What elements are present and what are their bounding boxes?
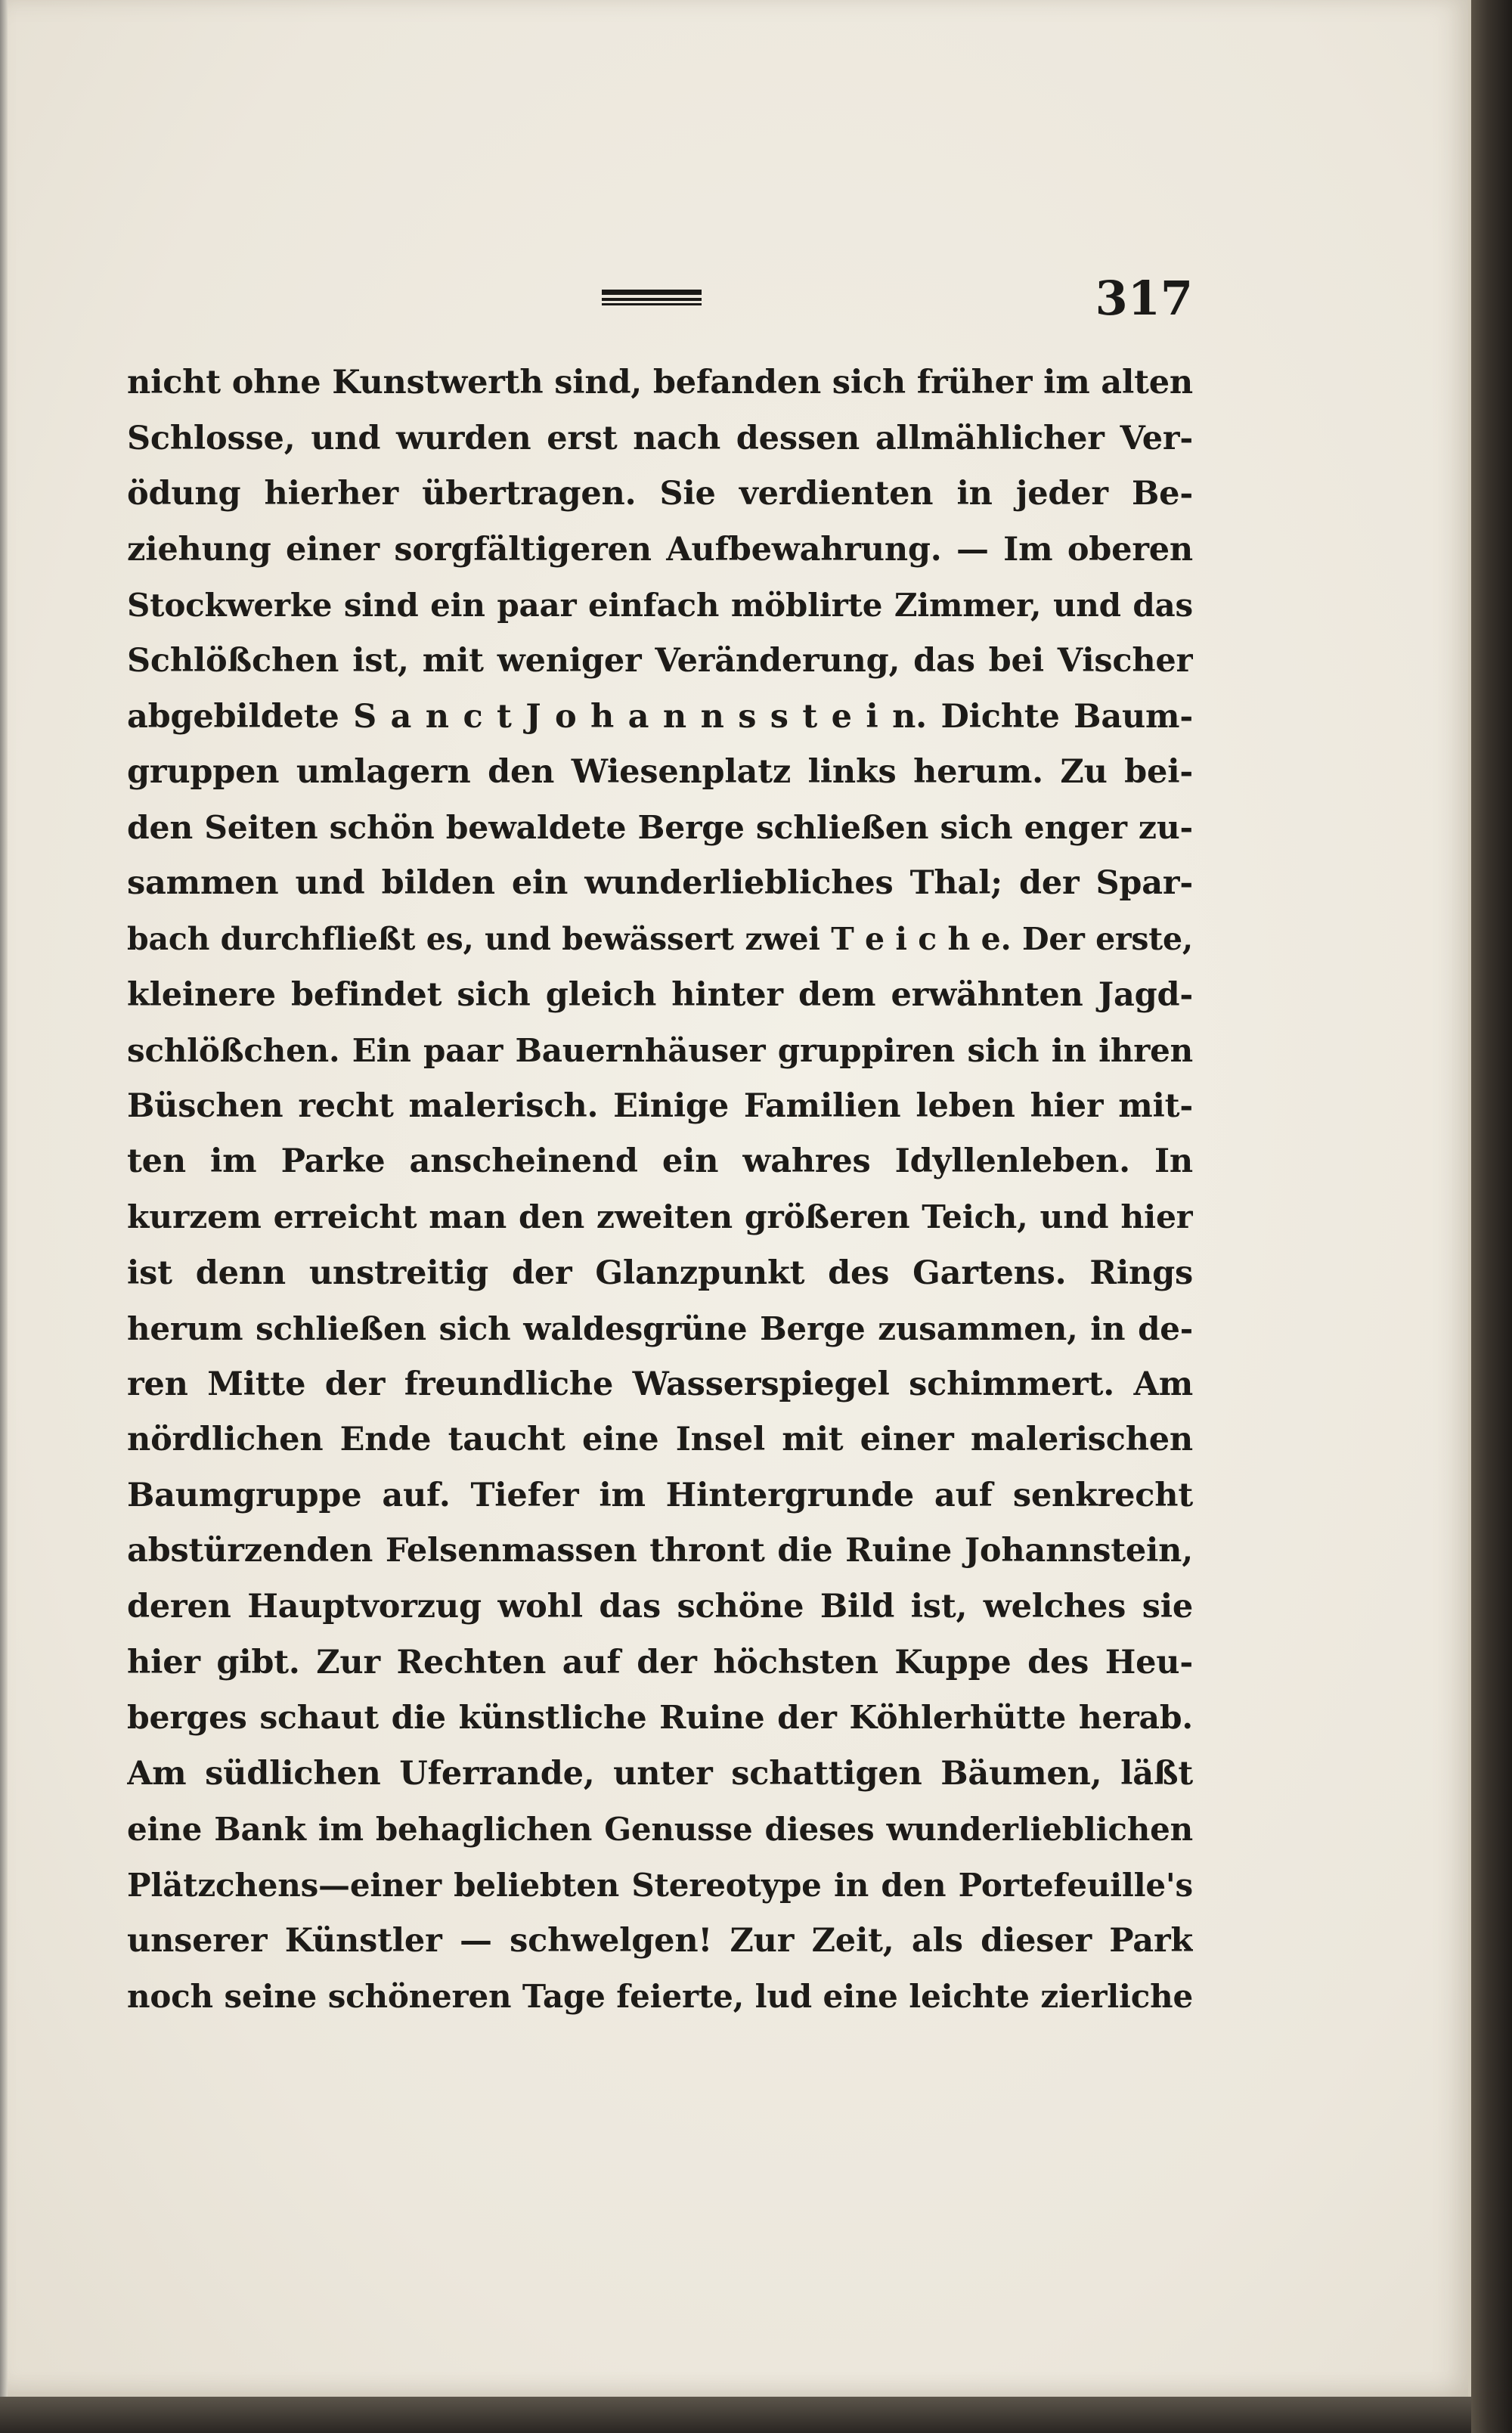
text-line: ist denn unstreitig der Glanzpunkt des Gartens. Rings <box>127 1254 1193 1292</box>
text-line: deren Hauptvorzug wohl das schöne Bild ist, welches sie <box>127 1588 1193 1626</box>
text-line: unserer Künstler — schwelgen! Zur Zeit, als dieser Park <box>127 1921 1193 1960</box>
book-bottom-edge <box>0 2397 1471 2433</box>
text-line: kurzem erreicht man den zweiten größeren Teich, und hier <box>127 1198 1193 1236</box>
text-line: sammen und bilden ein wunderliebliches Thal; der Spar- <box>127 864 1193 903</box>
header-ornament <box>602 290 702 306</box>
text-line: ten im Parke anscheinend ein wahres Idyllenleben. In <box>127 1142 1193 1181</box>
text-line: Baumgruppe auf. Tiefer im Hintergrunde auf senkrecht <box>127 1476 1193 1514</box>
text-line: gruppen umlagern den Wiesenplatz links herum. Zu bei- <box>127 753 1193 792</box>
text-line: ziehung einer sorgfältigeren Aufbewahrung. — Im oberen <box>127 530 1193 569</box>
text-line: ren Mitte der freundliche Wasserspiegel schimmert. Am <box>127 1365 1193 1403</box>
text-line: abstürzenden Felsenmassen thront die Ruine Johannstein, <box>127 1532 1193 1570</box>
ornament-rule <box>602 290 702 295</box>
text-line: den Seiten schön bewaldete Berge schließen sich enger zu- <box>127 808 1193 847</box>
text-line: Schlößchen ist, mit weniger Veränderung, das bei Vischer <box>127 641 1193 680</box>
text-line: noch seine schöneren Tage feierte, lud eine leichte zierliche <box>127 1978 1193 2016</box>
text-line: Am südlichen Uferrande, unter schattigen Bäumen, läßt <box>127 1754 1193 1793</box>
text-line: nicht ohne Kunstwerth sind, befanden sich früher im alten <box>127 364 1193 401</box>
page-number: 317 <box>1095 271 1193 326</box>
text-line: Stockwerke sind ein paar einfach möblirte Zimmer, und das <box>127 587 1193 625</box>
text-line: Schlosse, und wurden erst nach dessen allmählicher Ver- <box>127 419 1193 457</box>
text-line: eine Bank im behaglichen Genusse dieses wunderlieblichen <box>127 1811 1193 1849</box>
text-line: Büschen recht malerisch. Einige Familien leben hier mit- <box>127 1086 1193 1125</box>
text-line: ödung hierher übertragen. Sie verdienten in jeder Be- <box>127 475 1193 513</box>
book-edge <box>1471 0 1512 2433</box>
text-line: schlößchen. Ein paar Bauernhäuser gruppiren sich in ihren <box>127 1032 1193 1070</box>
ornament-rule <box>602 303 702 305</box>
text-line: hier gibt. Zur Rechten auf der höchsten Kuppe des Heu- <box>127 1643 1193 1681</box>
ornament-rule <box>602 298 702 301</box>
text-line: berges schaut die künstliche Ruine der Köhlerhütte herab. <box>127 1699 1193 1737</box>
text-line: bach durchfließt es, und bewässert zwei T e i c h e. Der erste, <box>127 920 1193 957</box>
text-line: nördlichen Ende taucht eine Insel mit einer malerischen <box>127 1421 1193 1459</box>
text-line: abgebildete S a n c t J o h a n n s s t e i n. Dichte Baum- <box>127 697 1193 736</box>
text-line: herum schließen sich waldesgrüne Berge zusammen, in de- <box>127 1310 1193 1348</box>
page-left-edge <box>0 0 8 2397</box>
text-line: kleinere befindet sich gleich hinter dem erwähnten Jagd- <box>127 975 1193 1014</box>
body-text <box>127 355 1193 2025</box>
text-line: Plätzchens—einer beliebten Stereotype in den Portefeuille's <box>127 1867 1193 1905</box>
page-header <box>127 268 1193 329</box>
